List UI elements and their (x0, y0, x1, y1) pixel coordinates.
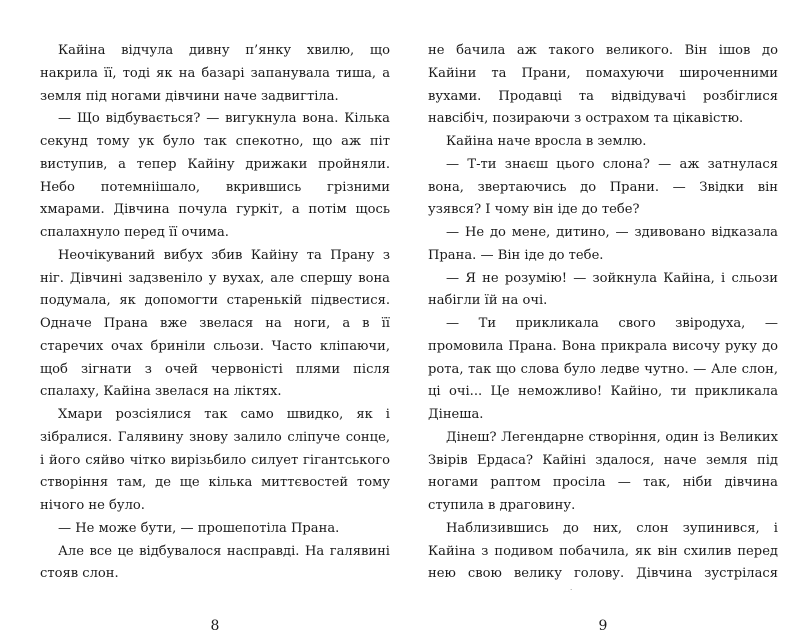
paragraph: Неочікуваний вибух збив Кайіну та Прану з ніг. Дівчині задзвеніло у вухах, але спершу вона подумала, як допомогти старенькій підвестися. Одначе Прана вже звелася на ноги, а в її старечих очах бриніли сльози. Часто кліпаючи, щоб зігнати з очей червоністі плями після спалаху, Кайіна звелася на ліктях. (40, 247, 390, 400)
paragraph (40, 586, 390, 590)
paragraph: — Ти прикликала свого звіродуха, — промовила Прана. Вона прикрала височу руку до рота, так що слова було ледве чутно. — Але слон, ці очі... Це неможливо! Кайіно, ти прикликала Дінеша. (428, 316, 778, 422)
left-page-text (40, 40, 390, 590)
paragraph: Хмари розсіялися так само швидко, як і зібралися. Галявину знову залило сліпуче сонце, і його сяйво чітко вирізьбило силует гігантського створіння там, де ще кілька миттєвостей тому нічого не було. (40, 407, 390, 513)
paragraph: — Я не розумію! — зойкнула Кайіна, і сльози набігли їй на очі. (428, 270, 778, 309)
right-page-text (428, 40, 778, 590)
paragraph: Дінеш? Легендарне створіння, один із Великих Звірів Ердаса? Кайіні здалося, наче земля під ногами раптом просіла — так, ніби дівчина ступила в драговину. (428, 429, 778, 513)
paragraph: Наблизившись до них, слон зупинився, і Кайіна з подивом побачила, як він схилив перед нею свою велику голову. Дівчина зустрілася (428, 520, 778, 582)
paragraph: — Не може бути, — прошепотіла Прана. (58, 520, 340, 536)
right-page (428, 40, 778, 634)
paragraph: Кайіна відчула дивну п’янку хвилю, що накрила її, тоді як на базарі запанувала тиша, а земля під ногами дівчини наче задвигтіла. (40, 43, 390, 104)
paragraph: — Т-ти знаєш цього слона? — аж затнулася вона, звертаючись до Прани. — Звідки він узявся? І чому він іде до тебе? (428, 156, 778, 218)
paragraph: Але все це відбувалося насправді. На галявині стояв слон. (40, 543, 390, 582)
paragraph-continuation: не бачила аж такого великого. Він ішов до Кайіни та Прани, помахуючи широченними вухами. Продавці та відвідувачі розбіглися навсібіч, позираючи з острахом та цікавістю. (428, 43, 778, 127)
page-number: 9 (598, 618, 608, 634)
paragraph: Кайіна наче вросла в землю. (446, 134, 647, 149)
paragraph: — Не до мене, дитино, — здивовано відказала Прана. — Він іде до тебе. (428, 225, 778, 263)
page-number: 8 (210, 618, 220, 634)
paragraph: — Що відбувається? — вигукнула вона. Кілька секунд тому ук було так спекотно, що аж піт виступив, а тепер Кайіну дрижаки пройняли. Небо потемніішало, вкрившись грізними хмарами. Дівчина почула гуркіт, а потім щось спалахнуло перед її очима. (40, 111, 390, 240)
left-page (40, 40, 390, 634)
